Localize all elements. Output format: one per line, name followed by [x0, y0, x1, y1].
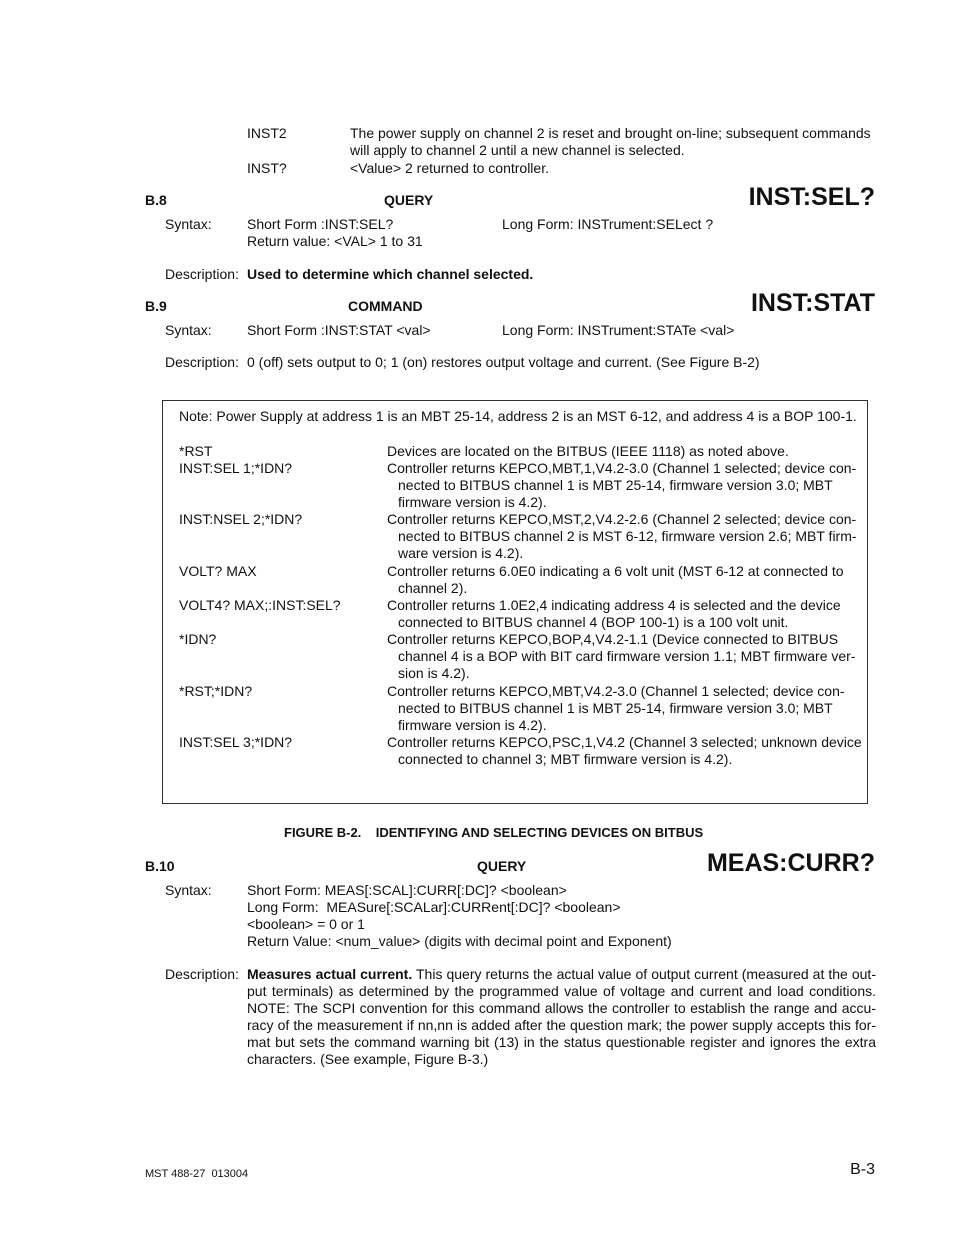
figure-command: INST:SEL 3;*IDN?	[179, 734, 293, 750]
syntax-long-form: Long Form: MEASure[:SCALar]:CURRent[:DC]? <boolean>	[247, 899, 621, 915]
page-number: B-3	[850, 1161, 875, 1178]
long-form: Long Form: INSTrument:SELect ?	[502, 216, 714, 232]
figure-command: *RST	[179, 443, 213, 459]
figure-response: Controller returns KEPCO,BOP,4,V4.2-1.1 (Device connected to BITBUS channel 4 is a BOP with BIT card firmware version 1.1; MBT firmware ver- sion is 4.2).	[387, 631, 856, 681]
description-label: Description:	[165, 266, 239, 282]
figure-command: INST:NSEL 2;*IDN?	[179, 511, 303, 527]
figure-note: Note: Power Supply at address 1 is an MBT 25-14, address 2 is an MST 6-12, and address 4 is a BOP 100-1.	[179, 408, 857, 424]
figure-response: Controller returns KEPCO,MBT,V4.2-3.0 (Channel 1 selected; device con- nected to BITBUS channel 1 is MBT 25-14, firmware version 3.0; MBT firmware version is 4.2).	[387, 683, 845, 733]
figure-response: Controller returns 1.0E2,4 indicating address 4 is selected and the device connected to BITBUS channel 4 (BOP 100-1) is a 100 volt unit.	[387, 597, 841, 630]
syntax-label: Syntax:	[165, 216, 212, 232]
description-label: Description:	[165, 354, 239, 370]
figure-response: Controller returns KEPCO,MBT,1,V4.2-3.0 (Channel 1 selected; device con- nected to BITBUS channel 1 is MBT 25-14, firmware version 3.0; MBT firmware version is 4.2).	[387, 460, 857, 510]
figure-command: INST:SEL 1;*IDN?	[179, 460, 293, 476]
short-form: Short Form :INST:STAT <val>	[247, 322, 431, 338]
inst2-command: INST2	[247, 125, 287, 141]
section-number: B.10	[145, 858, 175, 874]
section-title: MEAS:CURR?	[706, 849, 875, 877]
description-lead: Measures actual current.	[247, 966, 413, 982]
inst2-description: The power supply on channel 2 is reset and brought on-line; subsequent commands will apply to channel 2 until a new channel is selected.	[350, 125, 871, 158]
syntax-label: Syntax:	[165, 882, 212, 898]
short-form: Short Form :INST:SEL?	[247, 216, 394, 232]
description	[247, 966, 876, 1068]
figure-command: *IDN?	[179, 631, 217, 647]
section-type: QUERY	[477, 858, 527, 874]
figure-command: VOLT? MAX	[179, 563, 257, 579]
figure-caption: FIGURE B-2. IDENTIFYING AND SELECTING DEVICES ON BITBUS	[284, 825, 704, 840]
description-label: Description:	[165, 966, 239, 982]
figure-response: Devices are located on the BITBUS (IEEE 1118) as noted above.	[387, 443, 789, 459]
section-title: INST:STAT	[750, 289, 875, 317]
instq-description: <Value> 2 returned to controller.	[350, 160, 549, 176]
figure-response: Controller returns KEPCO,PSC,1,V4.2 (Channel 3 selected; unknown device connected to channel 3; MBT firmware version is 4.2).	[387, 734, 862, 767]
section-title: INST:SEL?	[748, 183, 875, 211]
syntax-short-form: Short Form: MEAS[:SCAL]:CURR[:DC]? <boolean>	[247, 882, 567, 898]
section-type: QUERY	[384, 192, 434, 208]
figure-command: *RST;*IDN?	[179, 683, 253, 699]
figure-response: Controller returns 6.0E0 indicating a 6 volt unit (MST 6-12 at connected to channel 2).	[387, 563, 844, 596]
description-body: This query returns the actual value of output current (measured at the out- put terminals) as determined by the programmed value of voltage and current and load conditions. NOTE: The SCPI convention for this command allows the controller to establish the range and accu- racy of the measurement if nn,nn is added after the question mark; the power supply accepts this for- mat but sets the command warning bit (13) in the status questionable register and ignores the extra characters. (See example, Figure B-3.)	[247, 966, 876, 1067]
instq-command: INST?	[247, 160, 287, 176]
figure-command: VOLT4? MAX;:INST:SEL?	[179, 597, 341, 613]
return-value: Return value: <VAL> 1 to 31	[247, 233, 423, 249]
syntax-boolean: <boolean> = 0 or 1	[247, 916, 365, 932]
section-number: B.8	[145, 192, 167, 208]
description: 0 (off) sets output to 0; 1 (on) restores output voltage and current. (See Figure B-2)	[247, 354, 760, 370]
long-form: Long Form: INSTrument:STATe <val>	[502, 322, 735, 338]
section-type: COMMAND	[348, 298, 423, 314]
description: Used to determine which channel selected.	[247, 266, 534, 282]
syntax-return-value: Return Value: <num_value> (digits with decimal point and Exponent)	[247, 933, 672, 949]
section-number: B.9	[145, 298, 167, 314]
syntax-label: Syntax:	[165, 322, 212, 338]
figure-response: Controller returns KEPCO,MST,2,V4.2-2.6 (Channel 2 selected; device con- nected to BITBUS channel 2 is MST 6-12, firmware version 2.6; MBT firm- ware version is 4.2).	[387, 511, 857, 561]
footer-doc-id: MST 488-27 013004	[145, 1168, 249, 1180]
